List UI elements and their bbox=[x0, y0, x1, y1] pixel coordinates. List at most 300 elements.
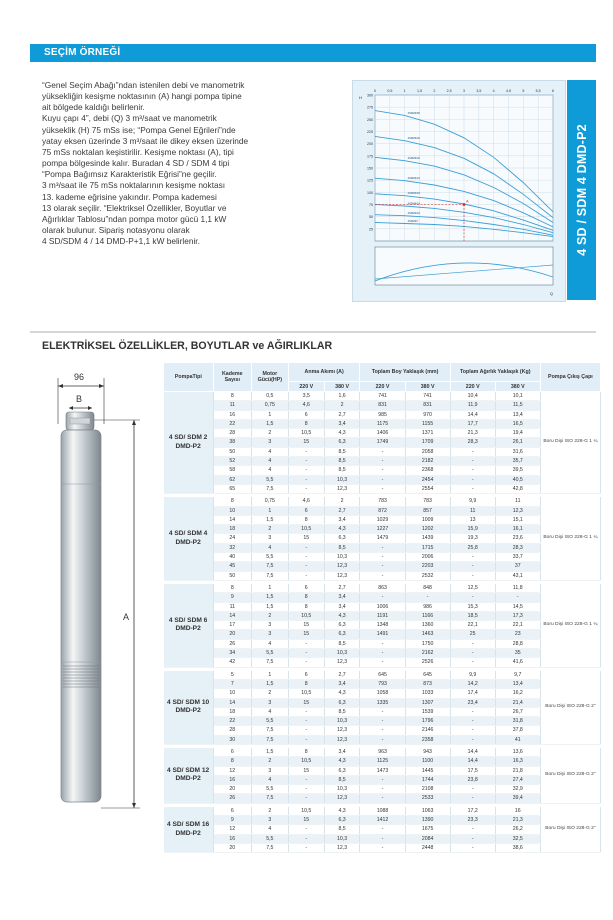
selection-point-label: A bbox=[466, 198, 469, 204]
table-cell: 13 bbox=[450, 515, 495, 524]
x-tick-label: 3 bbox=[463, 89, 465, 93]
table-cell: 16 bbox=[213, 410, 251, 419]
table-cell: 793 bbox=[360, 679, 405, 688]
table-cell: 985 bbox=[360, 410, 405, 419]
table-cell: - bbox=[360, 775, 405, 784]
outlet-cell: Boru Dişi ISO 228-G 1 ¼ bbox=[540, 392, 600, 494]
series-label: 4SDM4/40 bbox=[407, 137, 420, 141]
table-cell: 23,3 bbox=[450, 816, 495, 825]
table-cell: 9,7 bbox=[495, 671, 540, 680]
table-row bbox=[164, 671, 601, 680]
table-cell: 28,3 bbox=[495, 543, 540, 552]
table-cell: 13,6 bbox=[495, 748, 540, 757]
table-cell: 26,1 bbox=[495, 438, 540, 447]
table-cell: 15 bbox=[288, 816, 324, 825]
table-cell: 35,7 bbox=[495, 457, 540, 466]
table-cell: 11,5 bbox=[495, 401, 540, 410]
table-cell: 40 bbox=[213, 553, 251, 562]
table-cell: 39,4 bbox=[495, 794, 540, 803]
table-row bbox=[164, 392, 601, 401]
table-cell: 1750 bbox=[405, 639, 450, 648]
table-cell: 1371 bbox=[405, 429, 450, 438]
table-row bbox=[164, 717, 601, 726]
table-cell: 58 bbox=[213, 466, 251, 475]
table-cell: 6,3 bbox=[324, 766, 360, 775]
table-row bbox=[164, 562, 601, 571]
table-cell: 19,4 bbox=[495, 429, 540, 438]
table-cell: 21,4 bbox=[495, 698, 540, 707]
table-cell: 43,1 bbox=[495, 571, 540, 580]
table-cell: 30 bbox=[213, 735, 251, 744]
table-cell: - bbox=[450, 466, 495, 475]
table-cell: 9 bbox=[213, 816, 251, 825]
table-cell: 45 bbox=[213, 562, 251, 571]
table-cell: 2,7 bbox=[324, 584, 360, 593]
table-cell: - bbox=[360, 466, 405, 475]
table-cell: 4,3 bbox=[324, 689, 360, 698]
table-cell: 986 bbox=[405, 602, 450, 611]
table-cell: 2 bbox=[251, 757, 288, 766]
table-row bbox=[164, 825, 601, 834]
table-cell: 15 bbox=[288, 766, 324, 775]
table-cell: - bbox=[360, 571, 405, 580]
table-cell: 26 bbox=[213, 794, 251, 803]
table-cell: 3 bbox=[251, 816, 288, 825]
table-cell: - bbox=[360, 457, 405, 466]
selection-point bbox=[463, 203, 466, 206]
table-cell: 15,1 bbox=[495, 515, 540, 524]
table-cell: 1 bbox=[251, 584, 288, 593]
table-row bbox=[164, 553, 601, 562]
table-cell: 21,3 bbox=[495, 816, 540, 825]
table-cell: 41,6 bbox=[495, 658, 540, 667]
header-pump-type: PompaTipi bbox=[164, 363, 214, 392]
table-cell: 2448 bbox=[405, 843, 450, 852]
table-cell: 17 bbox=[213, 621, 251, 630]
table-cell: 1033 bbox=[405, 689, 450, 698]
table-cell: 2 bbox=[324, 401, 360, 410]
outlet-cell: Boru Dişi ISO 228-G 1 ¼ bbox=[540, 584, 600, 667]
table-cell: 12,3 bbox=[495, 506, 540, 515]
table-cell: 15 bbox=[288, 621, 324, 630]
table-row bbox=[164, 429, 601, 438]
table-cell: 8 bbox=[288, 602, 324, 611]
table-cell: 2 bbox=[251, 689, 288, 698]
table-cell: - bbox=[360, 484, 405, 493]
table-cell: 3 bbox=[251, 698, 288, 707]
table-cell: 10,4 bbox=[450, 392, 495, 401]
table-cell: 15,9 bbox=[450, 525, 495, 534]
table-row bbox=[164, 543, 601, 552]
table-cell: 8 bbox=[288, 593, 324, 602]
table-cell: 31,8 bbox=[495, 717, 540, 726]
table-cell: 32 bbox=[213, 543, 251, 552]
table-cell: - bbox=[288, 794, 324, 803]
table-cell: 1,5 bbox=[251, 515, 288, 524]
table-cell: 13,4 bbox=[495, 679, 540, 688]
table-cell: 8,5 bbox=[324, 775, 360, 784]
table-cell: 39,5 bbox=[495, 466, 540, 475]
table-row bbox=[164, 689, 601, 698]
table-cell: 17,4 bbox=[450, 689, 495, 698]
table-cell: 22,1 bbox=[495, 621, 540, 630]
table-cell: 4,3 bbox=[324, 525, 360, 534]
table-row bbox=[164, 630, 601, 639]
table-cell: 14,4 bbox=[450, 748, 495, 757]
table-cell: 12,5 bbox=[450, 584, 495, 593]
model-side-label: 4 SD / SDM 4 DMD-P2 bbox=[574, 124, 589, 256]
table-cell: 12,3 bbox=[324, 794, 360, 803]
table-cell: 12 bbox=[213, 825, 251, 834]
table-cell: 8,5 bbox=[324, 447, 360, 456]
table-cell: 16,2 bbox=[495, 689, 540, 698]
table-cell: 3 bbox=[251, 621, 288, 630]
table-cell: 6,3 bbox=[324, 438, 360, 447]
table-cell: - bbox=[450, 735, 495, 744]
table-cell: 1063 bbox=[405, 807, 450, 816]
header-motor: Motor Gücü(HP) bbox=[251, 363, 288, 392]
table-cell: 6 bbox=[288, 671, 324, 680]
table-cell: 10 bbox=[213, 506, 251, 515]
table-cell: - bbox=[360, 553, 405, 562]
outlet-cell: Boru Dişi ISO 228-G 2” bbox=[540, 807, 600, 853]
y-tick-label: 250 bbox=[367, 117, 373, 122]
table-cell: 6,3 bbox=[324, 698, 360, 707]
table-cell: 40,5 bbox=[495, 475, 540, 484]
intro-line: 13. kademe eğrisine yakındır. Pompa kademesi bbox=[42, 191, 217, 202]
table-cell: - bbox=[288, 707, 324, 716]
table-row bbox=[164, 785, 601, 794]
table-cell: 1006 bbox=[360, 602, 405, 611]
table-cell: 10,5 bbox=[288, 611, 324, 620]
table-cell: 10,3 bbox=[324, 553, 360, 562]
table-cell: 1,5 bbox=[251, 602, 288, 611]
y-tick-label: 25 bbox=[369, 227, 373, 232]
table-cell: 38,6 bbox=[495, 843, 540, 852]
y-tick-label: 275 bbox=[367, 105, 373, 110]
table-cell: 16,5 bbox=[495, 419, 540, 428]
table-cell: 38 bbox=[213, 438, 251, 447]
intro-line: Ağırlıklar Tablosu”ndan pompa motor gücü 1,1 kW bbox=[42, 213, 227, 224]
table-cell: 1463 bbox=[405, 630, 450, 639]
table-cell: 14 bbox=[213, 515, 251, 524]
table-row bbox=[164, 807, 601, 816]
table-cell: 8,5 bbox=[324, 543, 360, 552]
header-current: Anma Akımı (A) bbox=[288, 363, 360, 382]
pump-curve-chart bbox=[352, 80, 566, 302]
table-cell: 2532 bbox=[405, 571, 450, 580]
table-cell: - bbox=[288, 466, 324, 475]
y-tick-label: 175 bbox=[367, 154, 373, 159]
table-cell: 20 bbox=[213, 785, 251, 794]
table-cell: 5,5 bbox=[251, 475, 288, 484]
table-cell: 4,3 bbox=[324, 807, 360, 816]
table-cell: 6,3 bbox=[324, 534, 360, 543]
table-cell: 1307 bbox=[405, 698, 450, 707]
table-row bbox=[164, 534, 601, 543]
y-tick-label: 125 bbox=[367, 178, 373, 183]
table-cell: 21,8 bbox=[495, 766, 540, 775]
table-cell: 22,1 bbox=[450, 621, 495, 630]
table-cell: 15,3 bbox=[450, 602, 495, 611]
table-cell: - bbox=[360, 562, 405, 571]
table-cell: 10,3 bbox=[324, 717, 360, 726]
table-cell: 3 bbox=[251, 534, 288, 543]
table-cell: 2162 bbox=[405, 649, 450, 658]
table-row bbox=[164, 602, 601, 611]
table-cell: 3,4 bbox=[324, 419, 360, 428]
table-cell: 41 bbox=[495, 735, 540, 744]
table-cell: 873 bbox=[405, 679, 450, 688]
header-outlet: Pompa Çıkış Çapı bbox=[540, 363, 600, 392]
table-cell: - bbox=[450, 447, 495, 456]
table-cell: - bbox=[450, 843, 495, 852]
intro-line: “Genel Seçim Abağı”ndan istenilen debi ve manometrik bbox=[42, 80, 245, 90]
table-cell: 1348 bbox=[360, 621, 405, 630]
table-cell: 5,5 bbox=[251, 649, 288, 658]
table-cell: 8 bbox=[288, 515, 324, 524]
table-cell: 1155 bbox=[405, 419, 450, 428]
table-cell: 12,3 bbox=[324, 658, 360, 667]
table-cell: - bbox=[360, 825, 405, 834]
table-row bbox=[164, 475, 601, 484]
table-cell: - bbox=[450, 707, 495, 716]
x-tick-label: 6 bbox=[552, 89, 554, 93]
table-cell: 23,6 bbox=[495, 534, 540, 543]
table-cell: 1 bbox=[251, 410, 288, 419]
table-cell: 18,5 bbox=[450, 611, 495, 620]
table-cell: - bbox=[405, 593, 450, 602]
selection-example-text bbox=[42, 80, 304, 247]
intro-line: yatay eksen üzerinde 3 m³/saat ile dikey eksen üzerinde bbox=[42, 135, 249, 146]
table-cell: 37 bbox=[495, 562, 540, 571]
table-cell: 34 bbox=[213, 649, 251, 658]
table-cell: 23 bbox=[495, 630, 540, 639]
table-cell: 32,5 bbox=[495, 834, 540, 843]
table-cell: 15 bbox=[288, 630, 324, 639]
table-cell: 23,8 bbox=[450, 775, 495, 784]
table-cell: 4 bbox=[251, 825, 288, 834]
table-cell: 645 bbox=[360, 671, 405, 680]
table-cell: 7,5 bbox=[251, 726, 288, 735]
table-row bbox=[164, 775, 601, 784]
table-cell: 783 bbox=[405, 497, 450, 506]
table-cell: 12,3 bbox=[324, 726, 360, 735]
table-cell: 17,2 bbox=[450, 807, 495, 816]
table-cell: 4 bbox=[251, 775, 288, 784]
table-cell: 1,5 bbox=[251, 593, 288, 602]
table-cell: - bbox=[360, 658, 405, 667]
table-cell: - bbox=[360, 794, 405, 803]
table-cell: 1539 bbox=[405, 707, 450, 716]
model-cell: 4 SD/ SDM 4 DMD-P2 bbox=[164, 497, 214, 580]
table-cell: 21,3 bbox=[450, 429, 495, 438]
table-row bbox=[164, 735, 601, 744]
table-cell: 11 bbox=[213, 602, 251, 611]
model-cell: 4 SD/ SDM 6 DMD-P2 bbox=[164, 584, 214, 667]
intro-line: ait bölgede kaldığı belirlenir. bbox=[42, 102, 145, 113]
table-cell: 10,3 bbox=[324, 649, 360, 658]
y-tick-label: 75 bbox=[369, 203, 373, 207]
table-cell: 872 bbox=[360, 506, 405, 515]
table-cell: 16 bbox=[213, 834, 251, 843]
table-cell: 1744 bbox=[405, 775, 450, 784]
table-cell: 11 bbox=[450, 506, 495, 515]
table-row bbox=[164, 438, 601, 447]
table-cell: 863 bbox=[360, 584, 405, 593]
table-cell: 7,5 bbox=[251, 843, 288, 852]
table-cell: 6 bbox=[288, 410, 324, 419]
table-cell: 5,5 bbox=[251, 717, 288, 726]
table-cell: 831 bbox=[405, 401, 450, 410]
table-cell: 2,7 bbox=[324, 671, 360, 680]
table-cell: 10,5 bbox=[288, 807, 324, 816]
table-cell: 2,7 bbox=[324, 410, 360, 419]
model-cell: 4 SD/ SDM 16 DMD-P2 bbox=[164, 807, 214, 853]
table-cell: - bbox=[288, 658, 324, 667]
table-cell: 26 bbox=[213, 639, 251, 648]
table-cell: 3 bbox=[251, 630, 288, 639]
table-cell: 1709 bbox=[405, 438, 450, 447]
table-cell: - bbox=[450, 834, 495, 843]
table-cell: - bbox=[288, 457, 324, 466]
section-header-bar bbox=[30, 44, 596, 62]
intro-line: 13 olarak seçilir. “Elektriksel Özellikler, Boyutlar ve bbox=[42, 202, 227, 213]
table-cell: 0,75 bbox=[251, 497, 288, 506]
table-cell: 22 bbox=[213, 717, 251, 726]
table-row bbox=[164, 484, 601, 493]
table-cell: 12,3 bbox=[324, 735, 360, 744]
table-cell: 8,5 bbox=[324, 457, 360, 466]
table-cell: 23,4 bbox=[450, 698, 495, 707]
table-cell: 8 bbox=[213, 757, 251, 766]
table-cell: 42 bbox=[213, 658, 251, 667]
table-cell: 8 bbox=[213, 584, 251, 593]
table-cell: 2,7 bbox=[324, 506, 360, 515]
table-cell: - bbox=[450, 794, 495, 803]
table-cell: 4,3 bbox=[324, 429, 360, 438]
table-cell: 8,5 bbox=[324, 639, 360, 648]
table-cell: - bbox=[360, 649, 405, 658]
table-row bbox=[164, 639, 601, 648]
table-cell: 7,5 bbox=[251, 658, 288, 667]
table-cell: 1088 bbox=[360, 807, 405, 816]
table-row bbox=[164, 649, 601, 658]
table-cell: - bbox=[450, 717, 495, 726]
table-cell: 12 bbox=[213, 766, 251, 775]
intro-line: pompa bölgesinde kalır. Buradan 4 SD / SDM 4 tipi bbox=[42, 158, 230, 169]
outlet-cell: Boru Dişi ISO 228-G 2” bbox=[540, 671, 600, 745]
table-cell: 1439 bbox=[405, 534, 450, 543]
x-tick-label: 1 bbox=[403, 89, 406, 93]
table-cell: 25 bbox=[450, 630, 495, 639]
table-cell: 65 bbox=[213, 484, 251, 493]
table-cell: - bbox=[288, 717, 324, 726]
intro-line: Kuyu çapı 4”, debi (Q) 3 m³/saat ve manometrik bbox=[42, 113, 217, 124]
table-cell: 5,5 bbox=[251, 785, 288, 794]
table-cell: 831 bbox=[360, 401, 405, 410]
table-cell: 3,4 bbox=[324, 593, 360, 602]
table-cell: 17,5 bbox=[450, 766, 495, 775]
header-length-380: 380 V bbox=[405, 382, 450, 392]
table-cell: 19,3 bbox=[450, 534, 495, 543]
table-cell: - bbox=[288, 571, 324, 580]
table-cell: 1058 bbox=[360, 689, 405, 698]
table-cell: 783 bbox=[360, 497, 405, 506]
table-cell: 1796 bbox=[405, 717, 450, 726]
table-cell: 8 bbox=[288, 679, 324, 688]
table-cell: 4 bbox=[251, 457, 288, 466]
table-cell: 20 bbox=[213, 630, 251, 639]
table-cell: - bbox=[450, 553, 495, 562]
table-cell: - bbox=[288, 553, 324, 562]
table-cell: 6 bbox=[288, 584, 324, 593]
table-cell: 7,5 bbox=[251, 562, 288, 571]
table-cell: - bbox=[450, 562, 495, 571]
series-label: 4SDM4/7 bbox=[407, 219, 419, 223]
table-cell: 18 bbox=[213, 707, 251, 716]
y-tick-label: 225 bbox=[367, 130, 373, 134]
table-cell: - bbox=[360, 735, 405, 744]
table-cell: 15 bbox=[288, 534, 324, 543]
table-cell: 1100 bbox=[405, 757, 450, 766]
outlet-cell: Boru Dişi ISO 228-G 2” bbox=[540, 748, 600, 803]
table-cell: 1191 bbox=[360, 611, 405, 620]
table-cell: 37,8 bbox=[495, 726, 540, 735]
table-cell: 10,5 bbox=[288, 757, 324, 766]
table-cell: 13,4 bbox=[495, 410, 540, 419]
x-tick-label: 0 bbox=[374, 89, 376, 93]
table-cell: 11 bbox=[495, 497, 540, 506]
x-tick-label: 5 bbox=[522, 89, 525, 93]
table-cell: - bbox=[360, 834, 405, 843]
table-row bbox=[164, 834, 601, 843]
table-cell: 8,5 bbox=[324, 466, 360, 475]
table-row bbox=[164, 457, 601, 466]
table-row bbox=[164, 515, 601, 524]
table-cell: 18 bbox=[213, 525, 251, 534]
table-cell: 7,5 bbox=[251, 735, 288, 744]
table-cell: 970 bbox=[405, 410, 450, 419]
table-cell: - bbox=[288, 726, 324, 735]
table-cell: 1749 bbox=[360, 438, 405, 447]
x-tick-label: 1,5 bbox=[417, 89, 422, 93]
table-cell: - bbox=[450, 726, 495, 735]
table-cell: 4 bbox=[251, 707, 288, 716]
table-cell: - bbox=[360, 726, 405, 735]
table-cell: - bbox=[450, 649, 495, 658]
table-cell: 4 bbox=[251, 447, 288, 456]
table-cell: 4 bbox=[251, 543, 288, 552]
table-cell: - bbox=[450, 457, 495, 466]
table-cell: 28,8 bbox=[495, 639, 540, 648]
table-cell: 17,3 bbox=[495, 611, 540, 620]
table-cell: - bbox=[288, 543, 324, 552]
table-cell: 1227 bbox=[360, 525, 405, 534]
table-cell: 6,3 bbox=[324, 630, 360, 639]
table-cell: - bbox=[450, 484, 495, 493]
table-cell: - bbox=[288, 834, 324, 843]
table-cell: 7,5 bbox=[251, 484, 288, 493]
table-cell: 28,3 bbox=[450, 438, 495, 447]
table-cell: 4,3 bbox=[324, 757, 360, 766]
table-cell: 2368 bbox=[405, 466, 450, 475]
table-cell: - bbox=[288, 447, 324, 456]
table-row bbox=[164, 698, 601, 707]
table-cell: 20 bbox=[213, 843, 251, 852]
table-cell: 52 bbox=[213, 457, 251, 466]
table-cell: 0,75 bbox=[251, 401, 288, 410]
